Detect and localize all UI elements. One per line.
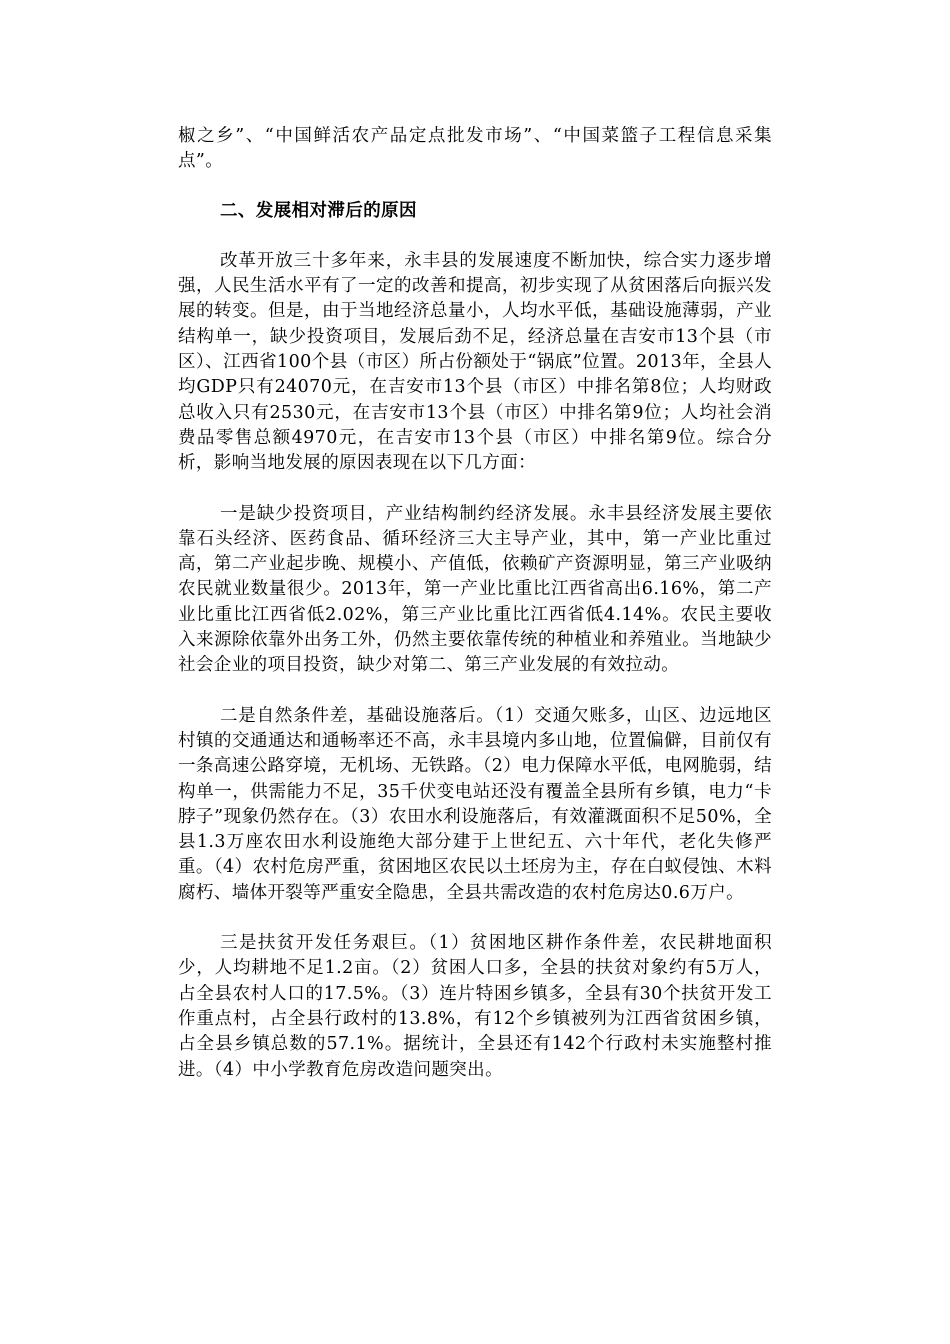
document-page <box>178 124 772 1083</box>
continuation-paragraph: 椒之乡”、“中国鲜活农产品定点批发市场”、“中国菜篮子工程信息采集点”。 <box>178 126 772 172</box>
paragraph-overview: 改革开放三十多年来，永丰县的发展速度不断加快，综合实力逐步增强，人民生活水平有了一定的改善和提高，初步实现了从贫困落后向振兴发展的转变。但是，由于当地经济总量小，人均水平低，基础设施薄弱，产业结构单一，缺少投资项目，发展后劲不足，经济总量在吉安市13个县（市区）、江西省100个县（市区）所占份额处于“锅底”位置。2013年，全县人均GDP只有24070元，在吉安市13个县（市区）中排名第8位；人均财政总收入只有2530元，在吉安市13个县（市区）中排名第9位；人均社会消费品零售总额4970元，在吉安市13个县（市区）中排名第9位。综合分析，影响当地发展的原因表现在以下几方面： <box>178 250 772 474</box>
section-heading: 二、发展相对滞后的原因 <box>220 200 417 221</box>
paragraph-infrastructure: 二是自然条件差，基础设施落后。（1）交通欠账多，山区、边远地区村镇的交通通达和通畅率还不高，永丰县境内多山地，位置偏僻，目前仅有一条高速公路穿境，无机场、无铁路。（2）电力保障水平低，电网脆弱，结构单一，供需能力不足，35千伏变电站还没有覆盖全县所有乡镇，电力“卡脖子”现象仍然存在。（3）农田水利设施落后，有效灌溉面积不足50%，全县1.3万座农田水利设施绝大部分建于上世纪五、六十年代，老化失修严重。（4）农村危房严重，贫困地区农民以土坯房为主，存在白蚁侵蚀、木料腐朽、墙体开裂等严重安全隐患，全县共需改造的农村危房达0.6万户。 <box>178 705 772 903</box>
paragraph-poverty: 三是扶贫开发任务艰巨。（1）贫困地区耕作条件差，农民耕地面积少，人均耕地不足1.2亩。（2）贫困人口多，全县的扶贫对象约有5万人，占全县农村人口的17.5%。（3）连片特困乡镇多，全县有30个扶贫开发工作重点村，占全县行政村的13.8%，有12个乡镇被列为江西省贫困乡镇，占全县乡镇总数的57.1%。据统计，全县还有142个行政村未实施整村推进。（4）中小学教育危房改造问题突出。 <box>178 933 772 1080</box>
paragraph-investment: 一是缺少投资项目，产业结构制约经济发展。永丰县经济发展主要依靠石头经济、医药食品、循环经济三大主导产业，其中，第一产业比重过高，第二产业起步晚、规模小、产值低，依赖矿产资源明显，第三产业吸纳农民就业数量很少。2013年，第一产业比重比江西省高出6.16%，第二产业比重比江西省低2.02%，第三产业比重比江西省低4.14%。农民主要收入来源除依靠外出务工外，仍然主要依靠传统的种植业和养殖业。当地缺少社会企业的项目投资，缺少对第二、第三产业发展的有效拉动。 <box>178 503 772 676</box>
